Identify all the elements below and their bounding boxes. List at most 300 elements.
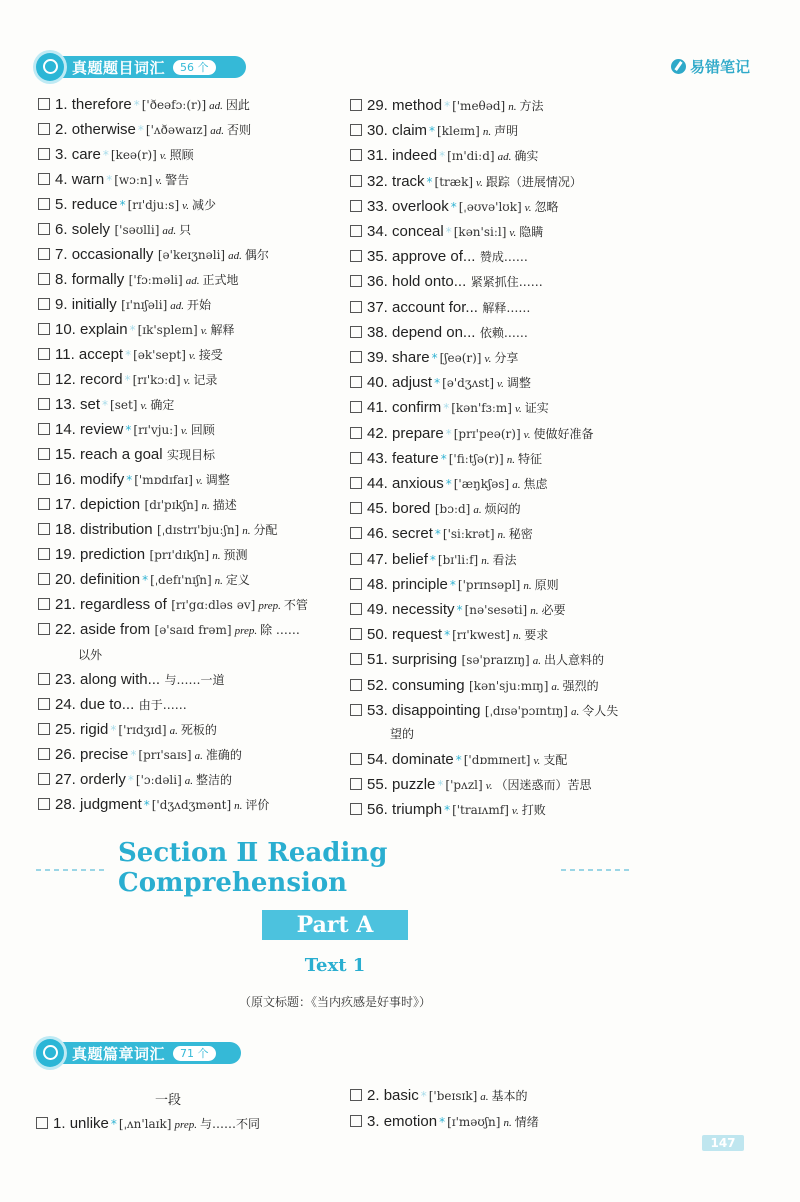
- vocab-item: [38, 196, 216, 215]
- vocab-word: claim: [392, 122, 428, 140]
- item-number: 42.: [367, 424, 393, 442]
- definition: 否则: [227, 123, 252, 137]
- part-of-speech: v.: [183, 375, 191, 387]
- checkbox[interactable]: [38, 223, 50, 235]
- part-of-speech: a.: [532, 655, 541, 668]
- vocab-item: [350, 324, 528, 342]
- item-number: 55.: [367, 776, 393, 793]
- checkbox[interactable]: [350, 628, 362, 640]
- item-number: 11.: [55, 346, 79, 363]
- star-icon: *: [125, 348, 132, 362]
- vocab-item: [38, 696, 187, 714]
- part-of-speech: v.: [195, 475, 203, 487]
- vocab-item: [350, 349, 518, 368]
- star-icon: *: [133, 98, 140, 112]
- part-of-speech: n.: [482, 126, 492, 139]
- part-of-speech: n.: [212, 550, 221, 562]
- phonetic: [træk]: [434, 174, 474, 189]
- checkbox[interactable]: [38, 698, 50, 710]
- phonetic: [ɪk'spleɪn]: [137, 323, 198, 337]
- part-of-speech: ad.: [210, 125, 224, 137]
- phonetic: [ˌdɪstrɪ'bjuːʃn]: [157, 523, 240, 537]
- badge-title: 真题篇章词汇: [72, 1044, 166, 1063]
- checkbox[interactable]: [350, 653, 362, 665]
- part-of-speech: v.: [533, 754, 541, 767]
- wrap-line-22: 以外: [78, 648, 103, 662]
- part-of-speech: n.: [530, 605, 539, 617]
- definition: 出人意料的: [544, 653, 605, 668]
- vocab-word: aside from: [80, 621, 151, 638]
- phonetic: [keə(r)]: [110, 148, 157, 162]
- definition: 除 ……: [260, 623, 300, 637]
- definition: 情绪: [514, 1115, 539, 1129]
- phonetic: [ə'keɪʒnəli]: [157, 248, 226, 262]
- item-number: 38.: [367, 323, 393, 341]
- vocab-word: explain: [80, 321, 128, 338]
- vocab-word: reduce: [71, 196, 118, 213]
- checkbox[interactable]: [38, 573, 50, 585]
- wrap-line-53: 望的: [390, 727, 415, 741]
- vocab-word: modify: [80, 471, 125, 488]
- vocab-word: puzzle: [392, 776, 436, 793]
- checkbox[interactable]: [350, 1089, 362, 1101]
- part-of-speech: v.: [524, 201, 532, 214]
- checkbox[interactable]: [350, 149, 362, 161]
- checkbox[interactable]: [350, 679, 362, 691]
- vocab-item: [350, 198, 559, 217]
- phonetic: [prɪ'dɪkʃn]: [149, 548, 210, 562]
- checkbox[interactable]: [38, 348, 50, 360]
- vocab-word: anxious: [392, 475, 444, 492]
- checkbox[interactable]: [350, 704, 362, 716]
- part-of-speech: v.: [514, 403, 522, 416]
- phonetic: [set]: [110, 398, 138, 412]
- part-of-speech: n.: [242, 525, 251, 537]
- definition: 使做好准备: [533, 426, 594, 441]
- definition: 特征: [517, 451, 542, 466]
- definition: 解释……: [482, 300, 531, 315]
- vocab-word: regardless of: [80, 596, 167, 613]
- vocab-word: method: [392, 97, 443, 114]
- star-icon: *: [426, 174, 433, 189]
- vocab-item: [350, 651, 604, 670]
- item-number: 37.: [367, 298, 393, 316]
- phonetic: [kən'sjuːmɪŋ]: [469, 678, 549, 693]
- item-number: 1.: [55, 96, 72, 113]
- phonetic: [ək'sept]: [133, 348, 186, 362]
- magnifier-icon: [36, 53, 64, 81]
- checkbox[interactable]: [38, 623, 50, 635]
- definition: 声明: [494, 124, 519, 139]
- item-number: 30.: [367, 122, 393, 140]
- part-of-speech: v.: [511, 805, 519, 818]
- definition: 跟踪（进展情况）: [485, 174, 582, 189]
- checkbox[interactable]: [350, 778, 362, 790]
- vocab-item: [350, 677, 599, 696]
- item-number: 24.: [55, 696, 81, 713]
- vocab-item: [350, 801, 546, 820]
- checkbox[interactable]: [38, 423, 50, 435]
- phonetic: [rɪ'vjuː]: [133, 423, 178, 437]
- item-number: 53.: [367, 701, 393, 719]
- definition: 令人失: [582, 703, 619, 718]
- checkbox[interactable]: [38, 598, 50, 610]
- phonetic: [bɔːd]: [434, 502, 471, 517]
- item-number: 56.: [367, 801, 393, 819]
- vocab-word: accept: [78, 346, 124, 363]
- part-of-speech: a.: [194, 750, 203, 762]
- vocab-word: precise: [80, 746, 129, 763]
- definition: 证实: [524, 401, 549, 416]
- definition: 警告: [165, 173, 190, 187]
- phonetic: [rɪ'kwest]: [452, 628, 510, 643]
- dash-decoration-left: [36, 869, 106, 871]
- vocab-item: [38, 121, 251, 140]
- item-number: 32.: [367, 172, 393, 190]
- definition: 调整: [205, 473, 230, 487]
- definition: 必要: [541, 603, 566, 617]
- star-icon: *: [444, 99, 451, 113]
- part-of-speech: a.: [512, 479, 521, 491]
- vocab-item: [38, 246, 269, 265]
- checkbox[interactable]: [38, 398, 50, 410]
- checkbox[interactable]: [38, 548, 50, 560]
- item-number: 20.: [55, 571, 81, 588]
- star-icon: *: [106, 173, 113, 187]
- vocab-item: [350, 475, 547, 494]
- definition: 焦虑: [523, 477, 548, 491]
- vocab-item: [38, 221, 191, 240]
- vocab-item: [38, 446, 215, 464]
- phonetic: ['beɪsɪk]: [428, 1089, 478, 1103]
- vocab-item: [350, 374, 531, 393]
- phonetic: [ɪ'nɪʃəli]: [121, 298, 168, 312]
- checkbox[interactable]: [38, 523, 50, 535]
- vocab-word: overlook: [392, 197, 449, 215]
- phonetic: ['ðeəfɔː(r)]: [141, 98, 207, 112]
- checkbox[interactable]: [350, 175, 362, 187]
- checkbox[interactable]: [38, 448, 50, 460]
- item-number: 44.: [367, 475, 393, 492]
- phonetic: [dɪ'pɪkʃn]: [144, 498, 199, 512]
- checkbox[interactable]: [38, 473, 50, 485]
- vocab-item: [38, 671, 225, 689]
- vocab-item: [350, 1113, 539, 1132]
- star-icon: *: [143, 798, 150, 812]
- phonetic: ['mɒdɪfaɪ]: [134, 473, 193, 487]
- definition: 支配: [543, 752, 568, 767]
- vocab-word: necessity: [392, 601, 455, 618]
- checkbox[interactable]: [350, 301, 362, 313]
- checkbox[interactable]: [38, 248, 50, 260]
- checkbox[interactable]: [38, 123, 50, 135]
- item-number: 1.: [53, 1115, 70, 1132]
- definition: 分配: [253, 523, 278, 537]
- definition: 看法: [492, 552, 517, 567]
- checkbox[interactable]: [38, 773, 50, 785]
- phonetic: ['meθəd]: [452, 99, 506, 113]
- part-of-speech: v.: [484, 353, 492, 365]
- vocab-item: [350, 299, 530, 317]
- item-number: 18.: [55, 521, 81, 538]
- part-of-speech: a.: [551, 680, 560, 693]
- section-heading: [36, 838, 631, 898]
- phonetic: [bɪ'liːf]: [437, 552, 479, 567]
- phonetic: [ˌdefɪ'nɪʃn]: [150, 573, 212, 587]
- vocab-word: secret: [392, 525, 433, 543]
- vocab-item: [350, 147, 538, 166]
- checkbox[interactable]: [38, 373, 50, 385]
- star-icon: *: [449, 577, 456, 592]
- star-icon: *: [444, 803, 451, 818]
- definition: 强烈的: [562, 678, 599, 693]
- vocab-word: emotion: [383, 1113, 438, 1130]
- checkbox[interactable]: [38, 498, 50, 510]
- definition: 记录: [193, 373, 218, 387]
- definition: 照顾: [169, 148, 194, 162]
- section-badge-passage-vocab: [36, 1038, 241, 1068]
- item-number: 3.: [367, 1113, 384, 1130]
- checkbox[interactable]: [38, 148, 50, 160]
- definition: 回顾: [190, 423, 215, 437]
- star-icon: *: [439, 1115, 446, 1129]
- definition: 与……一道: [164, 673, 225, 687]
- phonetic: [kleɪm]: [437, 124, 480, 139]
- vocab-item: [350, 425, 593, 444]
- definition: 实现目标: [167, 448, 216, 462]
- vocab-word: track: [392, 172, 425, 190]
- part-of-speech: ad.: [209, 100, 223, 112]
- vocab-word: due to...: [80, 696, 135, 713]
- checkbox[interactable]: [350, 803, 362, 815]
- part-of-speech: v.: [476, 176, 483, 189]
- vocab-item: [38, 471, 230, 490]
- vocab-item: [38, 596, 308, 615]
- vocab-word: triumph: [392, 801, 443, 819]
- vocab-item: [350, 122, 518, 141]
- phonetic: [nə'sesəti]: [464, 603, 528, 617]
- vocab-word: reach a goal: [80, 446, 163, 463]
- part-of-speech: n.: [497, 529, 506, 542]
- checkbox[interactable]: [350, 1115, 362, 1127]
- phonetic: [rɪ'djuːs]: [127, 198, 180, 212]
- star-icon: *: [450, 199, 457, 214]
- part-of-speech: v.: [182, 200, 189, 212]
- vocab-item: [350, 173, 582, 192]
- checkbox[interactable]: [38, 673, 50, 685]
- checkbox[interactable]: [350, 401, 362, 413]
- checkbox[interactable]: [350, 502, 362, 514]
- star-icon: *: [119, 198, 126, 212]
- checkbox[interactable]: [38, 98, 50, 110]
- vocab-word: confirm: [392, 399, 442, 417]
- phonetic: [ə'dʒʌst]: [442, 376, 495, 391]
- checkbox[interactable]: [38, 323, 50, 335]
- checkbox[interactable]: [38, 198, 50, 210]
- vocab-word: disappointing: [392, 701, 481, 719]
- vocab-item: [38, 146, 194, 165]
- part-of-speech: a.: [473, 504, 482, 517]
- checkbox[interactable]: [350, 477, 362, 489]
- vocab-word: therefore: [71, 96, 132, 113]
- vocab-word: formally: [71, 271, 125, 288]
- checkbox[interactable]: [38, 798, 50, 810]
- checkbox[interactable]: [38, 273, 50, 285]
- vocab-item: [38, 746, 242, 765]
- checkbox[interactable]: [350, 603, 362, 615]
- definition: 秘密: [508, 527, 533, 542]
- item-number: 25.: [55, 721, 81, 738]
- definition: 死板的: [180, 723, 217, 737]
- part-of-speech: prep.: [234, 625, 258, 637]
- checkbox[interactable]: [350, 427, 362, 439]
- item-number: 26.: [55, 746, 81, 763]
- phonetic: [ʃeə(r)]: [439, 351, 482, 365]
- item-number: 13.: [55, 396, 81, 413]
- definition: 确实: [514, 149, 539, 164]
- star-icon: *: [110, 723, 117, 737]
- definition: 预测: [223, 548, 248, 562]
- checkbox[interactable]: [350, 99, 362, 111]
- item-number: 15.: [55, 446, 81, 463]
- phonetic: [rɪ'kɔːd]: [132, 373, 181, 387]
- checkbox[interactable]: [350, 250, 362, 262]
- part-of-speech: ad.: [497, 151, 512, 164]
- checkbox[interactable]: [350, 753, 362, 765]
- checkbox[interactable]: [350, 578, 362, 590]
- item-number: 40.: [367, 374, 393, 392]
- star-icon: *: [129, 323, 136, 337]
- definition: 不管: [283, 598, 308, 612]
- item-number: 36.: [367, 273, 393, 291]
- vocab-word: surprising: [392, 651, 458, 669]
- checkbox[interactable]: [350, 452, 362, 464]
- vocab-word: depiction: [80, 496, 141, 513]
- part-of-speech: ad.: [162, 225, 177, 237]
- definition: 隐瞒: [519, 225, 544, 239]
- definition: 忽略: [534, 199, 559, 214]
- checkbox[interactable]: [38, 298, 50, 310]
- part-of-speech: n.: [508, 101, 517, 113]
- part-of-speech: n.: [201, 500, 210, 512]
- checkbox[interactable]: [350, 124, 362, 136]
- vocab-item: [350, 399, 549, 418]
- vocab-word: record: [80, 371, 123, 388]
- star-icon: *: [130, 748, 137, 762]
- badge-count: 56 个: [173, 60, 216, 75]
- vocab-item: [38, 96, 250, 115]
- item-number: 31.: [367, 147, 393, 165]
- star-icon: *: [445, 426, 452, 441]
- part-of-speech: n.: [503, 1117, 512, 1129]
- phonetic: [ə'saɪd frəm]: [154, 623, 232, 637]
- phonetic: ['siːkrət]: [442, 527, 495, 542]
- vocab-word: warn: [71, 171, 105, 188]
- vocab-word: feature: [392, 449, 439, 467]
- magnifier-icon: [36, 1039, 64, 1067]
- definition: 基本的: [491, 1089, 528, 1103]
- vocab-word: occasionally: [71, 246, 154, 263]
- phonetic: [ɪn'diːd]: [447, 149, 495, 164]
- checkbox[interactable]: [350, 225, 362, 237]
- part-of-speech: v.: [509, 227, 517, 239]
- vocab-item: [38, 321, 235, 340]
- star-icon: *: [434, 376, 441, 391]
- item-number: 29.: [367, 97, 393, 114]
- item-number: 28.: [55, 796, 81, 813]
- item-number: 51.: [367, 651, 393, 669]
- vocab-item: [38, 571, 250, 590]
- checkbox[interactable]: [350, 275, 362, 287]
- vocab-word: basic: [383, 1087, 419, 1104]
- part-of-speech: ad.: [185, 275, 200, 287]
- item-number: 41.: [367, 399, 393, 417]
- item-number: 10.: [55, 321, 81, 338]
- item-number: 6.: [55, 221, 72, 238]
- checkbox[interactable]: [38, 173, 50, 185]
- star-icon: *: [445, 477, 452, 491]
- item-number: 16.: [55, 471, 81, 488]
- definition: 由于……: [138, 698, 187, 712]
- checkbox[interactable]: [350, 351, 362, 363]
- vocab-word: otherwise: [71, 121, 136, 138]
- vocab-word: prediction: [80, 546, 146, 563]
- star-icon: *: [137, 123, 144, 137]
- star-icon: *: [443, 401, 450, 416]
- definition: 描述: [212, 498, 237, 512]
- vocab-item: [350, 626, 548, 645]
- checkbox[interactable]: [36, 1117, 48, 1129]
- part-of-speech: n.: [506, 453, 515, 466]
- original-title: （原文标题：《当内疚感是好事时》）: [238, 995, 431, 1009]
- part-of-speech: prep.: [258, 600, 281, 612]
- checkbox[interactable]: [38, 748, 50, 760]
- phonetic: ['səʊlli]: [114, 223, 160, 237]
- vocab-item: [38, 421, 215, 440]
- item-number: 45.: [367, 500, 393, 518]
- checkbox[interactable]: [350, 376, 362, 388]
- checkbox[interactable]: [38, 723, 50, 735]
- dash-decoration-right: [561, 869, 631, 871]
- item-number: 19.: [55, 546, 81, 563]
- star-icon: *: [420, 1089, 427, 1103]
- part-of-speech: a.: [571, 705, 580, 718]
- item-number: 48.: [367, 575, 393, 593]
- vocab-item: [350, 702, 618, 721]
- vocab-word: conceal: [392, 223, 444, 240]
- part-of-speech: v.: [159, 150, 167, 162]
- star-icon: *: [439, 149, 446, 164]
- definition: 打败: [521, 803, 546, 818]
- definition: 减少: [191, 198, 216, 212]
- star-icon: *: [102, 148, 109, 162]
- item-number: 50.: [367, 626, 393, 644]
- vocab-word: care: [71, 146, 101, 163]
- item-number: 46.: [367, 525, 393, 543]
- checkbox[interactable]: [350, 527, 362, 539]
- checkbox[interactable]: [350, 326, 362, 338]
- checkbox[interactable]: [350, 553, 362, 565]
- vocab-word: distribution: [80, 521, 153, 538]
- vocab-item: [350, 223, 543, 242]
- vocab-item: [36, 1115, 260, 1134]
- vocab-word: approve of...: [392, 248, 476, 266]
- vocab-word: orderly: [80, 771, 126, 788]
- checkbox[interactable]: [350, 200, 362, 212]
- item-number: 9.: [55, 296, 72, 313]
- part-of-speech: n.: [234, 800, 243, 812]
- vocab-item: [350, 1087, 528, 1106]
